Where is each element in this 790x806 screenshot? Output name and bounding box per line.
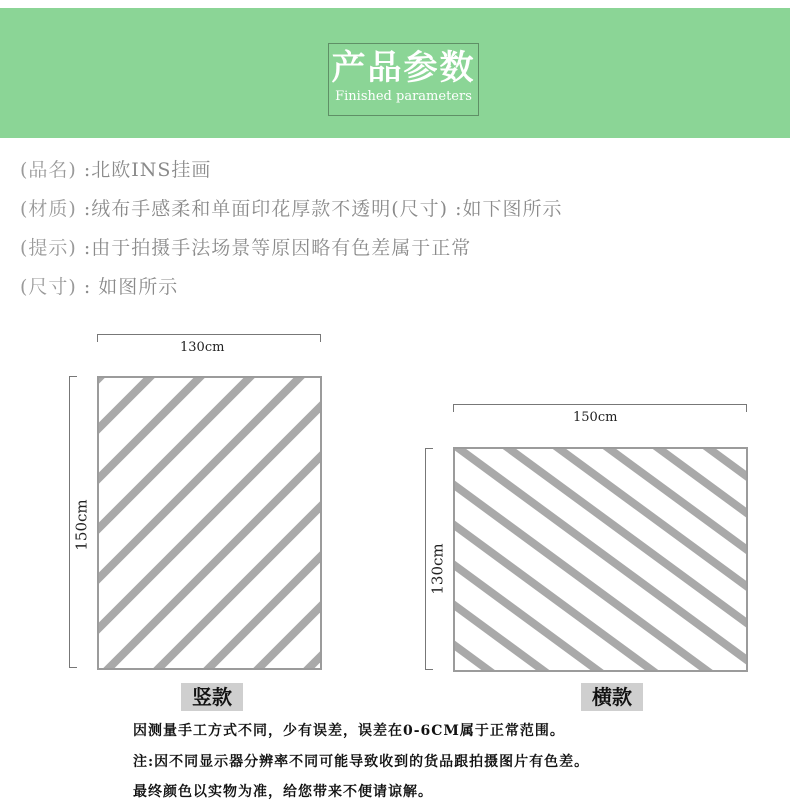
height-dimension-line bbox=[425, 448, 426, 670]
width-dimension-line bbox=[453, 404, 747, 405]
horizontal-style-tag: 横款 bbox=[581, 683, 643, 711]
diagonal-stripe-pattern bbox=[99, 378, 320, 668]
spec-key: (尺寸) bbox=[20, 276, 77, 298]
height-dimension-line bbox=[69, 376, 70, 668]
title-chinese: 产品参数 bbox=[331, 48, 476, 88]
vertical-panel bbox=[97, 376, 322, 670]
dimension-tick bbox=[425, 448, 433, 449]
header-banner bbox=[0, 8, 790, 138]
horizontal-panel bbox=[453, 447, 748, 672]
spec-value: :绒布手感柔和单面印花厚款不透明(尺寸) :如下图所示 bbox=[76, 198, 563, 220]
note-display-color: 注:因不同显示器分辨率不同可能导致收到的货品跟拍摄图片有色差。 bbox=[133, 754, 590, 770]
note-measurement: 因测量手工方式不同，少有误差，误差在0-6CM属于正常范围。 bbox=[133, 723, 565, 739]
dimension-tick bbox=[97, 334, 98, 342]
diagonal-stripe-pattern bbox=[455, 449, 746, 670]
dimension-tick bbox=[425, 669, 433, 670]
spec-key: (提示) bbox=[20, 237, 77, 259]
dimension-tick bbox=[320, 334, 321, 342]
dimension-tick bbox=[453, 404, 454, 412]
title-box bbox=[328, 43, 479, 116]
dimension-tick bbox=[69, 667, 77, 668]
horizontal-height-label: 130cm bbox=[428, 543, 447, 595]
spec-value: :北欧INS挂画 bbox=[76, 159, 212, 181]
spec-line-size bbox=[20, 272, 178, 299]
vertical-style-tag: 竖款 bbox=[181, 683, 243, 711]
note-final-color: 最终颜色以实物为准，给您带来不便请谅解。 bbox=[133, 784, 433, 800]
title-english: Finished parameters bbox=[335, 89, 472, 104]
width-dimension-line bbox=[97, 334, 321, 335]
spec-line-name bbox=[20, 155, 211, 182]
spec-line-tip bbox=[20, 233, 471, 260]
horizontal-width-label: 150cm bbox=[573, 410, 618, 425]
dimension-tick bbox=[746, 404, 747, 412]
spec-value: : 如图所示 bbox=[76, 276, 179, 298]
vertical-height-label: 150cm bbox=[72, 499, 91, 551]
vertical-width-label: 130cm bbox=[180, 340, 225, 355]
spec-value: :由于拍摄手法场景等原因略有色差属于正常 bbox=[76, 237, 472, 259]
spec-key: (材质) bbox=[20, 198, 77, 220]
spec-line-material bbox=[20, 194, 563, 221]
dimension-tick bbox=[69, 376, 77, 377]
spec-key: (品名) bbox=[20, 159, 77, 181]
